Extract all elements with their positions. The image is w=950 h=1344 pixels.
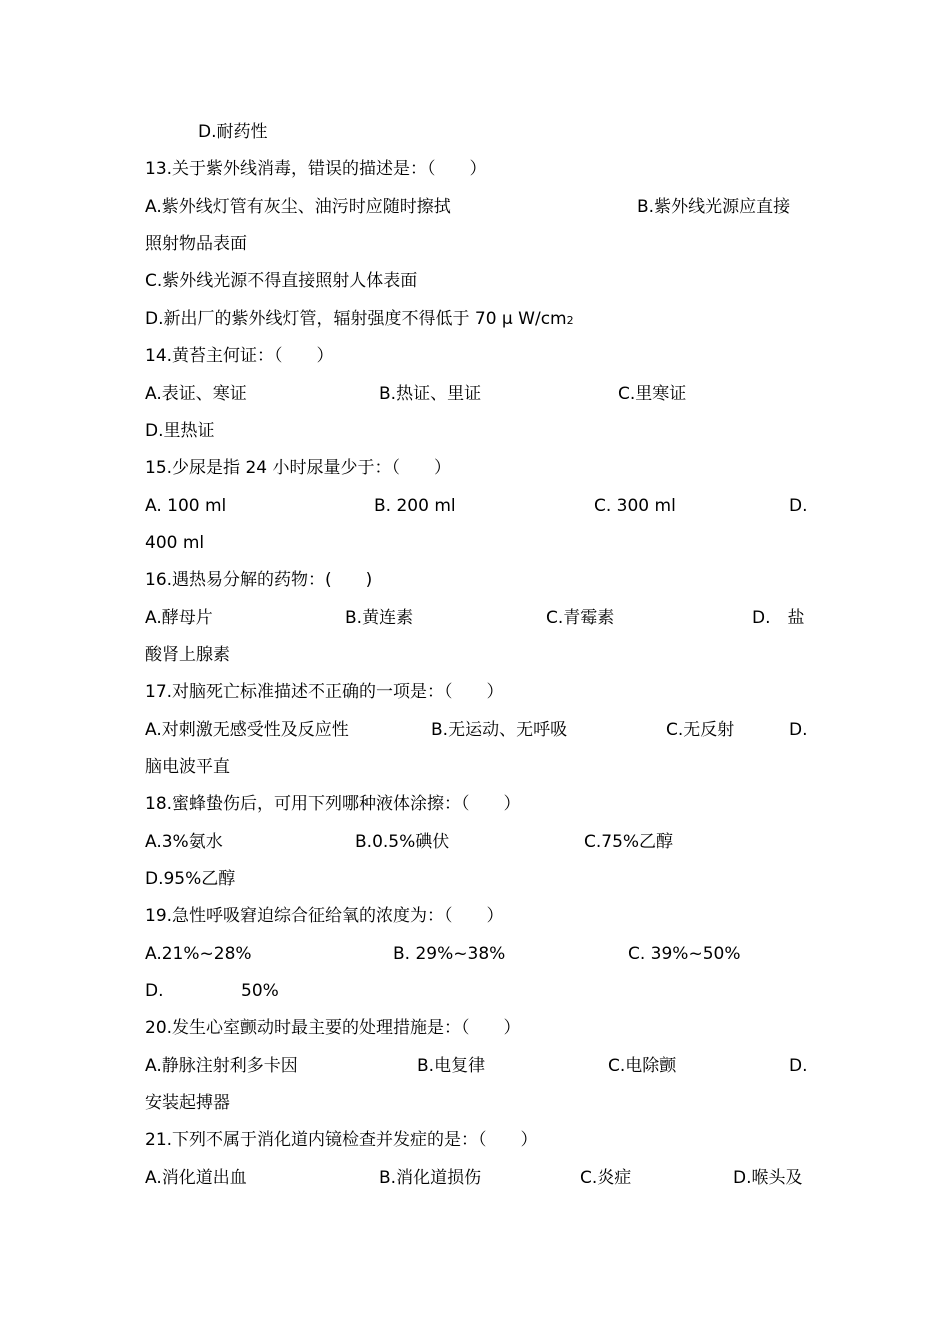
q14-option-a: A.表证、寒证 bbox=[145, 384, 247, 404]
q16-option-a: A.酵母片 bbox=[145, 608, 213, 628]
q16-option-b: B.黄连素 bbox=[345, 608, 414, 628]
q20-option-b: B.电复律 bbox=[417, 1056, 486, 1076]
q19-option-a: A.21%~28% bbox=[145, 944, 252, 964]
q15-stem: 15.少尿是指 24 小时尿量少于：（ ） bbox=[145, 458, 451, 478]
q13-option-c: C.紫外线光源不得直接照射人体表面 bbox=[145, 271, 418, 291]
q17-option-d-continued: 脑电波平直 bbox=[145, 757, 230, 777]
q16-option-c: C.青霉素 bbox=[546, 608, 615, 628]
q18-option-b: B.0.5%碘伏 bbox=[355, 832, 450, 852]
q19-option-d-value: 50% bbox=[241, 981, 279, 1001]
q20-option-d: D. bbox=[789, 1056, 808, 1076]
q16-option-d: D. 盐 bbox=[752, 608, 805, 628]
q21-option-b: B.消化道损伤 bbox=[379, 1168, 482, 1188]
q17-option-a: A.对刺激无感受性及反应性 bbox=[145, 720, 349, 740]
q15-option-c: C. 300 ml bbox=[594, 496, 676, 516]
q13-option-d-subscript: 2 bbox=[566, 314, 574, 327]
q18-stem: 18.蜜蜂蛰伤后，可用下列哪种液体涂擦：（ ） bbox=[145, 794, 521, 814]
q20-stem: 20.发生心室颤动时最主要的处理措施是：（ ） bbox=[145, 1018, 521, 1038]
q19-option-d: D. bbox=[145, 981, 164, 1001]
q21-option-c: C.炎症 bbox=[580, 1168, 632, 1188]
q13-option-d-text: D.新出厂的紫外线灯管，辐射强度不得低于 70 μ W/cm bbox=[145, 309, 567, 329]
q19-option-b: B. 29%~38% bbox=[393, 944, 506, 964]
q17-option-b: B.无运动、无呼吸 bbox=[431, 720, 568, 740]
q18-option-c: C.75%乙醇 bbox=[584, 832, 674, 852]
q17-option-c: C.无反射 bbox=[666, 720, 735, 740]
q21-stem: 21.下列不属于消化道内镜检查并发症的是：（ ） bbox=[145, 1130, 538, 1150]
q14-option-d: D.里热证 bbox=[145, 421, 215, 441]
q14-option-c: C.里寒证 bbox=[618, 384, 687, 404]
q18-option-a: A.3%氨水 bbox=[145, 832, 223, 852]
q16-option-d-continued: 酸肾上腺素 bbox=[145, 645, 230, 665]
q15-option-a: A. 100 ml bbox=[145, 496, 227, 516]
q15-option-d: D. bbox=[789, 496, 808, 516]
q13-option-d bbox=[145, 308, 574, 332]
q17-stem: 17.对脑死亡标准描述不正确的一项是：（ ） bbox=[145, 682, 504, 702]
q15-option-d-continued: 400 ml bbox=[145, 533, 205, 553]
q19-option-c: C. 39%~50% bbox=[628, 944, 741, 964]
q20-option-d-continued: 安装起搏器 bbox=[145, 1093, 230, 1113]
q19-stem: 19.急性呼吸窘迫综合征给氧的浓度为：（ ） bbox=[145, 906, 504, 926]
q12-option-d: D.耐药性 bbox=[198, 122, 268, 142]
q18-option-d: D.95%乙醇 bbox=[145, 869, 236, 889]
q13-stem: 13.关于紫外线消毒，错误的描述是：（ ） bbox=[145, 159, 487, 179]
q15-option-b: B. 200 ml bbox=[374, 496, 456, 516]
q14-option-b: B.热证、里证 bbox=[379, 384, 482, 404]
q21-option-d: D.喉头及 bbox=[733, 1168, 803, 1188]
q17-option-d: D. bbox=[789, 720, 808, 740]
q13-option-a: A.紫外线灯管有灰尘、油污时应随时擦拭 bbox=[145, 197, 451, 217]
q21-option-a: A.消化道出血 bbox=[145, 1168, 247, 1188]
q13-option-b: B.紫外线光源应直接 bbox=[637, 197, 791, 217]
q13-option-b-continued: 照射物品表面 bbox=[145, 234, 247, 254]
q14-stem: 14.黄苔主何证：（ ） bbox=[145, 346, 334, 366]
q20-option-a: A.静脉注射利多卡因 bbox=[145, 1056, 298, 1076]
q20-option-c: C.电除颤 bbox=[608, 1056, 677, 1076]
q16-stem: 16.遇热易分解的药物：( ) bbox=[145, 570, 373, 590]
